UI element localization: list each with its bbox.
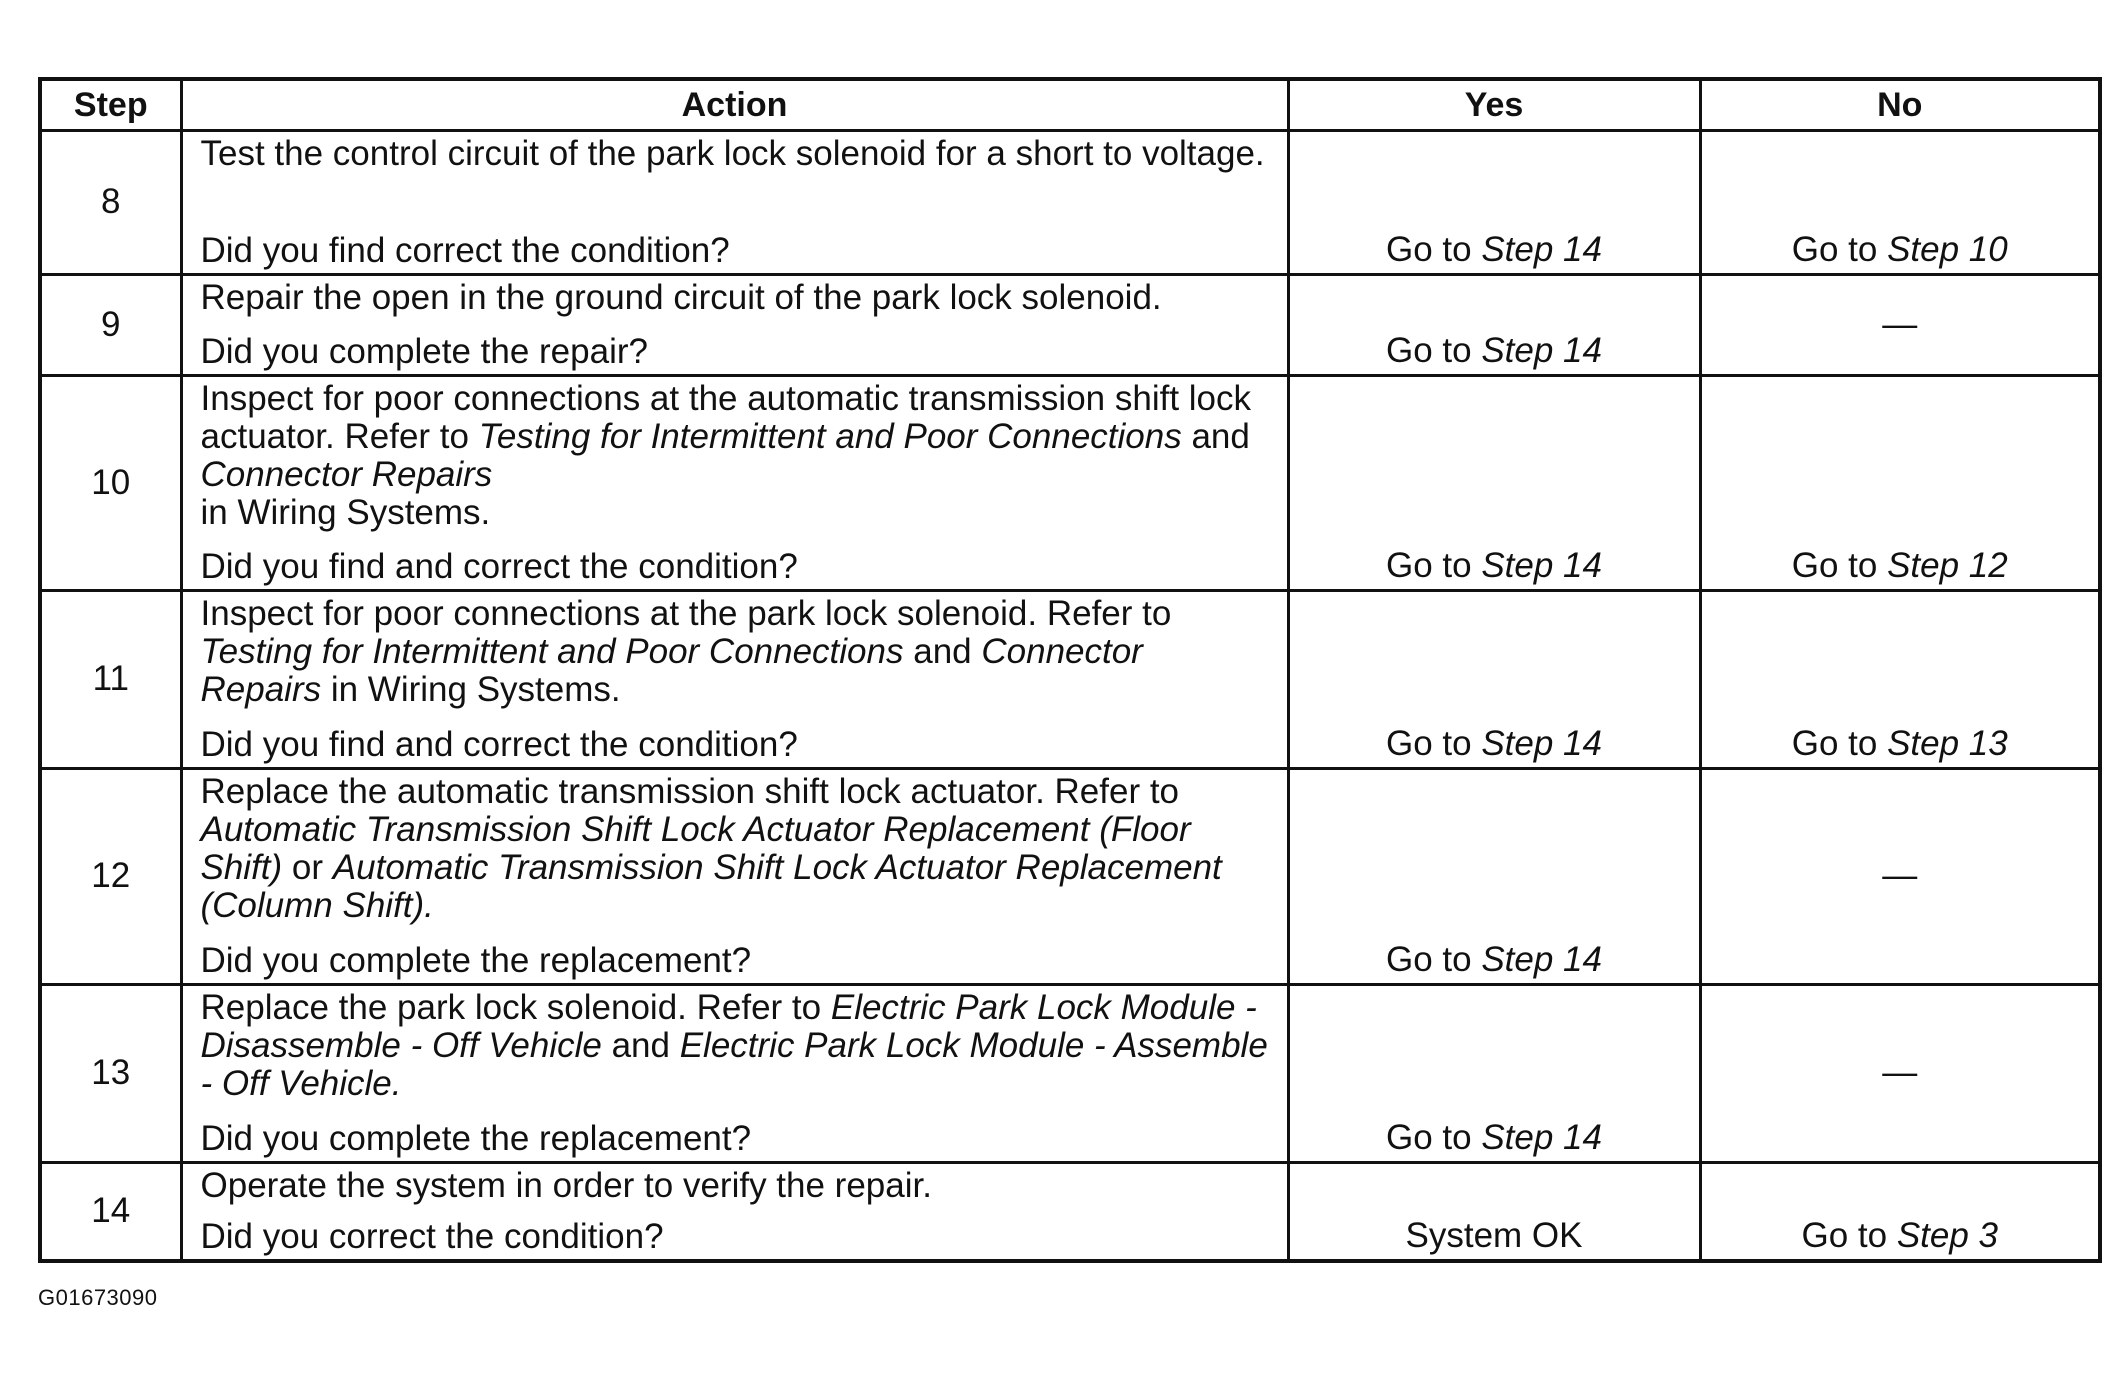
- table-row: [40, 1162, 2100, 1261]
- instruction-ref: Electric Park Lock Module - Assemble - Off Vehicle.: [200, 1025, 1268, 1103]
- instruction-text: Inspect for poor connections at the automatic transmission shift lock actuator. Refer to: [200, 378, 1252, 456]
- instruction-text: Replace the park lock solenoid. Refer to: [200, 987, 831, 1027]
- yes-result-text: System OK: [1405, 1216, 1583, 1255]
- no-result-text: —: [1882, 856, 1918, 895]
- instruction-text: and: [1181, 416, 1250, 456]
- table-row: [40, 768, 2100, 984]
- yes-result: [1386, 231, 1602, 269]
- yes-result: [1386, 332, 1602, 370]
- no-result-text: Go to: [1791, 545, 1888, 585]
- table-row: [40, 274, 2100, 375]
- yes-result-text: Go to: [1386, 229, 1482, 269]
- action-instruction: [201, 989, 1271, 1103]
- instruction-ref: Automatic Transmission Shift Lock Actuator Replacement (Column Shift).: [200, 847, 1222, 925]
- instruction-ref: Testing for Intermittent and Poor Connections: [478, 416, 1182, 456]
- header-yes: Yes: [1288, 79, 1700, 131]
- yes-result-ref: Step 14: [1481, 723, 1602, 763]
- action-instruction: [201, 1167, 1271, 1205]
- action-question: Did you complete the replacement?: [200, 1118, 752, 1158]
- instruction-paragraph: [201, 595, 1271, 709]
- yes-result-text: Go to: [1386, 545, 1482, 585]
- yes-result-ref: Step 14: [1481, 1117, 1602, 1157]
- yes-result-cell: [1288, 375, 1700, 590]
- yes-result: [1386, 1119, 1602, 1157]
- header-step: Step: [40, 79, 181, 131]
- action-cell: [181, 274, 1288, 375]
- yes-result-text: Go to: [1386, 939, 1482, 979]
- action-question: Did you correct the condition?: [200, 1217, 664, 1256]
- instruction-ref: Testing for Intermittent and Poor Connections: [200, 631, 904, 671]
- no-result-ref: Step 3: [1896, 1216, 1999, 1255]
- yes-result-ref: Step 14: [1481, 939, 1602, 979]
- instruction-text: and: [601, 1025, 680, 1065]
- step-number: 13: [40, 984, 181, 1162]
- yes-result: [1386, 725, 1602, 763]
- instruction-text: in Wiring Systems.: [321, 669, 621, 709]
- yes-result-cell: [1288, 984, 1700, 1162]
- instruction-text: Inspect for poor connections at the park lock solenoid. Refer to: [200, 593, 1172, 633]
- no-result-cell: [1700, 590, 2100, 768]
- no-result-text: —: [1882, 304, 1918, 344]
- step-number: 11: [40, 590, 181, 768]
- instruction-paragraph: [201, 1167, 1271, 1205]
- action-instruction: [201, 773, 1271, 925]
- no-result-text: —: [1882, 1053, 1918, 1092]
- instruction-paragraph: [201, 380, 1271, 494]
- step-number: 8: [40, 131, 181, 275]
- step-number: 9: [40, 274, 181, 375]
- header-no: No: [1700, 79, 2100, 131]
- action-question: Did you find correct the condition?: [200, 230, 730, 270]
- action-instruction: [201, 135, 1271, 173]
- table-row: [40, 590, 2100, 768]
- header-row: [40, 79, 2100, 131]
- yes-result: [1386, 547, 1602, 585]
- no-result-ref: Step 13: [1887, 723, 2008, 763]
- no-result: [1792, 725, 2008, 763]
- action-cell: [181, 1162, 1288, 1261]
- action-instruction: [201, 380, 1271, 532]
- no-result-cell: [1700, 1162, 2100, 1261]
- instruction-text: and: [903, 631, 982, 671]
- yes-result-cell: [1288, 590, 1700, 768]
- action-instruction: [201, 595, 1271, 709]
- action-question: Did you find and correct the condition?: [200, 546, 798, 586]
- instruction-ref: Automatic Transmission Shift Lock Actuator Replacement (Floor Shift): [200, 809, 1191, 887]
- no-result: [1792, 231, 2008, 269]
- yes-result-text: Go to: [1386, 723, 1482, 763]
- yes-result-cell: [1288, 131, 1700, 275]
- action-cell: [181, 984, 1288, 1162]
- yes-result-ref: Step 14: [1481, 229, 1602, 269]
- action-cell: [181, 590, 1288, 768]
- instruction-text: Repair the open in the ground circuit of the park lock solenoid.: [200, 277, 1162, 317]
- action-cell: [181, 768, 1288, 984]
- diagnostic-table: [38, 77, 2102, 1263]
- table-body: [40, 131, 2100, 1262]
- yes-result-text: Go to: [1386, 330, 1482, 370]
- instruction-text: Operate the system in order to verify the repair.: [200, 1165, 932, 1205]
- header-action: Action: [181, 79, 1288, 131]
- instruction-paragraph: [201, 135, 1271, 173]
- instruction-paragraph: [201, 279, 1271, 317]
- yes-result-cell: [1288, 274, 1700, 375]
- instruction-ref: Connector Repairs: [200, 631, 1143, 709]
- yes-result-ref: Step 14: [1481, 545, 1602, 585]
- instruction-text: or: [282, 847, 333, 887]
- table-row: [40, 984, 2100, 1162]
- no-result-cell: [1700, 274, 2100, 375]
- action-question: Did you complete the repair?: [200, 331, 648, 371]
- instruction-text: Replace the automatic transmission shift lock actuator. Refer to: [200, 771, 1180, 811]
- action-instruction: [201, 279, 1271, 317]
- no-result-cell: [1700, 768, 2100, 984]
- table-row: [40, 131, 2100, 275]
- no-result: [1801, 1217, 1998, 1255]
- step-number: 12: [40, 768, 181, 984]
- yes-result: [1406, 1217, 1583, 1255]
- table-row: [40, 375, 2100, 590]
- action-cell: [181, 131, 1288, 275]
- no-result-ref: Step 10: [1887, 229, 2008, 269]
- step-number: 14: [40, 1162, 181, 1261]
- no-result: [1882, 306, 1917, 344]
- instruction-paragraph: [201, 773, 1271, 925]
- action-question: Did you complete the replacement?: [200, 940, 752, 980]
- instruction-text: Test the control circuit of the park lock solenoid for a short to voltage.: [200, 134, 1265, 173]
- instruction-ref: Electric Park Lock Module - Disassemble - Off Vehicle: [200, 987, 1257, 1065]
- no-result-ref: Step 12: [1887, 545, 2008, 585]
- no-result-cell: [1700, 131, 2100, 275]
- step-number: 10: [40, 375, 181, 590]
- no-result: [1882, 857, 1917, 895]
- action-cell: [181, 375, 1288, 590]
- action-question: Did you find and correct the condition?: [200, 724, 798, 764]
- no-result: [1792, 547, 2008, 585]
- no-result-text: Go to: [1791, 229, 1888, 269]
- instruction-paragraph: [201, 989, 1271, 1103]
- no-result-text: Go to: [1791, 723, 1888, 763]
- yes-result-text: Go to: [1386, 1117, 1482, 1157]
- instruction-paragraph: [201, 494, 1271, 532]
- figure-id: G01673090: [38, 1285, 158, 1310]
- yes-result: [1386, 941, 1602, 979]
- yes-result-cell: [1288, 1162, 1700, 1261]
- no-result-text: Go to: [1801, 1216, 1897, 1255]
- no-result-cell: [1700, 375, 2100, 590]
- no-result: [1882, 1054, 1917, 1092]
- no-result-cell: [1700, 984, 2100, 1162]
- instruction-ref: Connector Repairs: [200, 454, 493, 494]
- yes-result-ref: Step 14: [1481, 330, 1602, 370]
- instruction-text: in Wiring Systems.: [200, 492, 491, 532]
- yes-result-cell: [1288, 768, 1700, 984]
